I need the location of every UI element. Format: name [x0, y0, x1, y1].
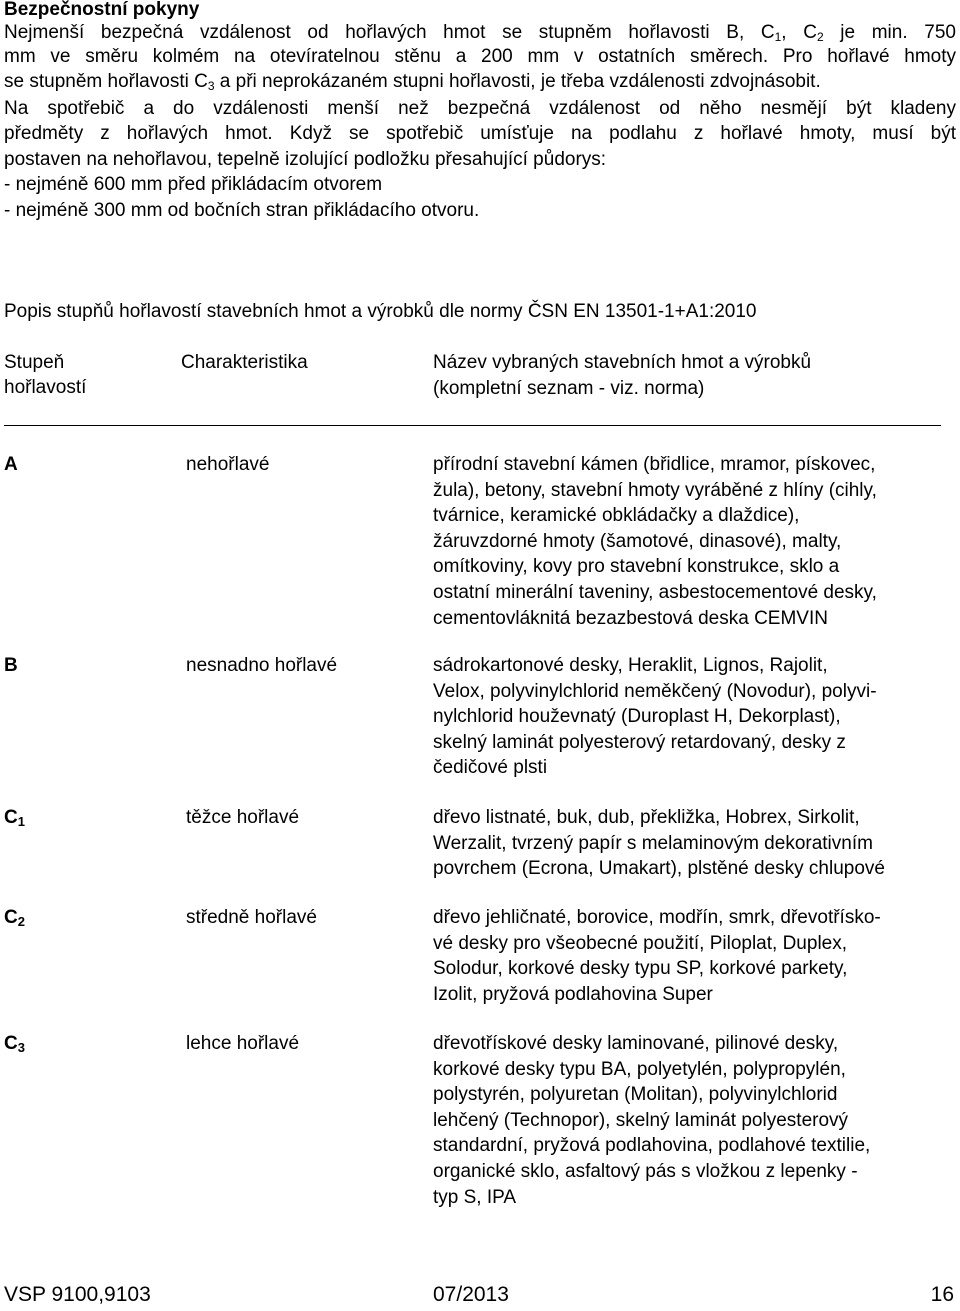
header-divider [4, 425, 941, 426]
table-title: Popis stupňů hořlavostí stavebních hmot a výrobků dle normy ČSN EN 13501-1+A1:2010 [4, 301, 757, 322]
grade-label: $C_2$ [4, 907, 25, 929]
characteristic-label: těžce hořlavé [186, 807, 300, 828]
materials-list: přírodní stavební kámen (břidlice, mramor, pískovec, žula), betony, stavební hmoty vyráběné z hlíny (cihly, tvárnice, keramické obkládačky a dlaždice), žáruvzdorné hmoty (šamotové, dinasové), malty, omítkoviny, kovy pro stavební konstrukce, sklo a ostatní minerální taveniny, asbestocementové desky, cementovláknitá bezazbestová deska CEMVIN [433, 454, 877, 629]
grade-label: $C_1$ [4, 807, 25, 829]
safety-paragraph-line: postaven na nehořlavou, tepelně izolující podložku přesahující půdorys: [4, 149, 607, 170]
characteristic-label: středně hořlavé [186, 907, 317, 928]
header-grade: Stupeň hořlavostí [4, 352, 87, 398]
footer-date: 07/2013 [433, 1283, 509, 1306]
safety-list-item: - nejméně 300 mm od bočních stran přikládacího otvoru. [4, 200, 480, 221]
materials-list: dřevo listnaté, buk, dub, překližka, Hobrex, Sirkolit, Werzalit, tvrzený papír s melaminovým dekorativním povrchem (Ecrona, Umakart), plstěné desky chlupové [433, 807, 885, 880]
safety-paragraph-line: se stupněm hořlavosti $C_3$ a při neprokázaném stupni hořlavosti, je třeba vzdálenosti zdvojnásobit. [4, 71, 821, 93]
safety-list-item: - nejméně 600 mm před přikládacím otvorem [4, 174, 383, 195]
safety-paragraph-line: Na spotřebič a do vzdálenosti menší než bezpečná vzdálenost od něho nesmějí být kladeny [4, 98, 956, 119]
safety-title: Bezpečnostní pokyny [4, 0, 200, 20]
footer-model: VSP 9100,9103 [4, 1283, 151, 1306]
safety-paragraph-line: Nejmenší bezpečná vzdálenost od hořlavých hmot se stupněm hořlavosti B, $C_1$, $C_2$ je min. 750 [4, 22, 956, 44]
materials-list: sádrokartonové desky, Heraklit, Lignos, Rajolit, Velox, polyvinylchlorid neměkčený (Novodur), polyvi- nylchlorid houževnatý (Duroplast H, Dekorplast), skelný laminát polyesterový retardovaný, desky z čedičové plsti [433, 655, 877, 779]
header-characteristic: Charakteristika [181, 352, 308, 373]
header-materials: Název vybraných stavebních hmot a výrobků (kompletní seznam - viz. norma) [433, 352, 812, 399]
materials-list: dřevotřískové desky laminované, pilinové desky, korkové desky typu BA, polyetylén, polypropylén, polystyrén, polyuretan (Molitan), polyvinylchlorid lehčený (Technopor), skelný laminát polyesterový standardní, pryžová podlahovina, podlahové textilie, organické sklo, asfaltový pás s vložkou z lepenky - typ S, IPA [433, 1033, 871, 1208]
characteristic-label: nesnadno hořlavé [186, 655, 338, 676]
safety-paragraph-line: předměty z hořlavých hmot. Když se spotřebič umísťuje na podlahu z hořlavé hmoty, musí být [4, 123, 956, 144]
safety-paragraph-line: mm ve směru kolmém na otevíratelnou stěnu a 200 mm v ostatních směrech. Pro hořlavé hmoty [4, 46, 956, 67]
grade-label: $C_3$ [4, 1033, 25, 1055]
footer-page-number: 16 [930, 1283, 954, 1306]
characteristic-label: lehce hořlavé [186, 1033, 300, 1054]
characteristic-label: nehořlavé [186, 454, 270, 475]
materials-list: dřevo jehličnaté, borovice, modřín, smrk, dřevotřísko- vé desky pro všeobecné použití, Piloplat, Duplex, Solodur, korkové desky typu SP, korkové parkety, Izolit, pryžová podlahovina Super [433, 907, 881, 1005]
grade-label: B [4, 655, 18, 676]
grade-label: A [4, 454, 18, 475]
